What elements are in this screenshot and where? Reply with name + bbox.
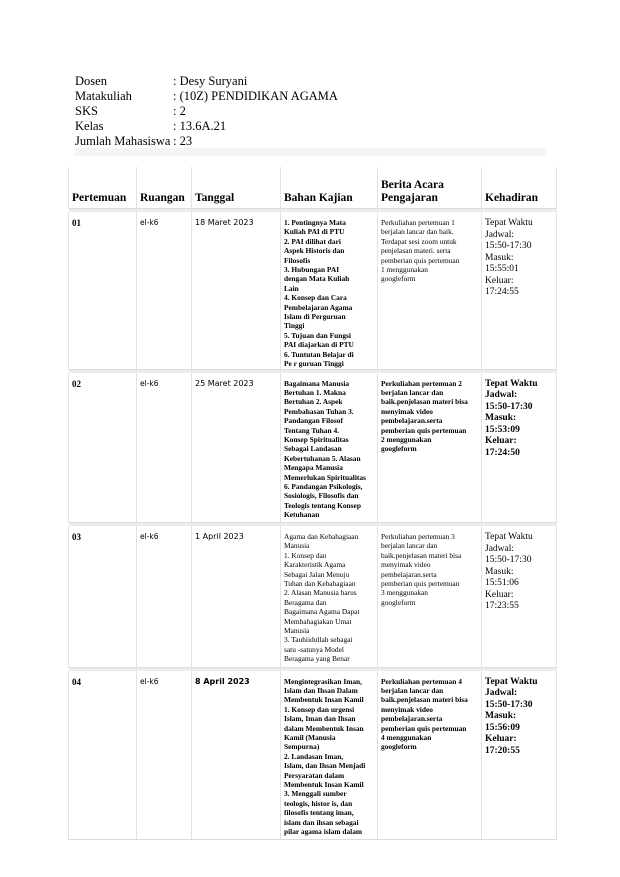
col-header-ruangan: Ruangan — [137, 167, 192, 209]
info-label: Jumlah Mahasiswa — [75, 134, 171, 148]
cell-berita-acara: Perkuliahan pertemuan 1 berjalan lancar dan baik. Terdapat sesi zoom untuk penjelasan materi. serta pemberian quis pertemuan 1 menggunakan googleform — [378, 212, 482, 369]
cell-tanggal: 18 Maret 2023 — [192, 212, 281, 369]
cell-pertemuan: 02 — [69, 373, 137, 523]
cell-bahan-kajian — [281, 671, 378, 840]
info-row-jumlah-mahasiswa — [75, 134, 338, 149]
cell-pertemuan: 03 — [69, 526, 137, 667]
cell-ruangan: el-k6 — [137, 526, 192, 667]
header-shade — [75, 148, 547, 156]
info-value: : (10Z) PENDIDIKAN AGAMA — [173, 89, 338, 103]
cell-berita-acara: Perkuliahan pertemuan 3 berjalan lancar dan baik.penjelasan materi bisa menyimak video pembelajaran.serta pemberian quis pertemuan 3 menggunakan googleform — [378, 526, 482, 667]
cell-kehadiran: Tepat Waktu Jadwal: 15:50-17:30 Masuk: 15:55:01 Keluar: 17:24:55 — [482, 212, 557, 369]
cell-tanggal: 8 April 2023 — [192, 671, 281, 840]
cell-ruangan: el-k6 — [137, 373, 192, 523]
info-label: Kelas — [75, 119, 104, 133]
table-row — [69, 212, 557, 369]
info-label: Dosen — [75, 74, 107, 88]
cell-ruangan: el-k6 — [137, 212, 192, 369]
cell-tanggal: 1 April 2023 — [192, 526, 281, 667]
table-row — [69, 671, 557, 840]
col-header-berita-acara: Berita Acara Pengajaran — [378, 167, 482, 209]
table-header-row — [69, 167, 557, 209]
cell-kehadiran: Tepat Waktu Jadwal: 15:50-17:30 Masuk: 15:51:06 Keluar: 17:23:55 — [482, 526, 557, 667]
info-row-sks — [75, 104, 338, 119]
info-row-matakuliah — [75, 89, 338, 104]
cell-berita-acara: Perkuliahan pertemuan 2 berjalan lancar dan baik.penjelasan materi bisa menyimak video pembelajaran.serta pemberian quis pertemuan 2 menggunakan googleform — [378, 373, 482, 523]
cell-pertemuan: 01 — [69, 212, 137, 369]
cell-bahan-kajian: 1. Pentingnya Mata Kuliah PAI di PTU 2. PAI dilihat dari Aspek Historis dan Filosofis 3. Hubungan PAI dengan Mata Kuliah Lain 4. Konsep dan Cara Pembelajaran Agama Islam di Perguruan Tinggi 5. Tujuan dan Fungsi PAI diajarkan di PTU 6. Tuntutan Belajar di Pe r guruan Tinggi — [281, 212, 378, 369]
cell-bahan-kajian: Bagaimana Manusia Bertuhan 1. Makna Bertuhan 2. Aspek Pembahasan Tuhan 3. Pandangan Filosof Tentang Tuhan 4. Konsep Spiritualitas Sebagai Landasan Kebertuhanan 5. Alasan Mengapa Manusia Memerlukan Spiritualitas 6. Pandangan Psikologis, Sosiologis, Filosofis dan Teologis tentang Konsep Ketuhanan — [281, 373, 378, 523]
col-header-pertemuan: Pertemuan — [69, 167, 137, 209]
info-label: Matakuliah — [75, 89, 132, 103]
info-value: : 23 — [173, 134, 193, 148]
cell-kehadiran: Tepat Waktu Jadwal: 15:50-17:30 Masuk: 15:56:09 Keluar: 17:20:55 — [482, 671, 557, 840]
info-value: : 2 — [173, 104, 186, 118]
col-header-kehadiran: Kehadiran — [482, 167, 557, 209]
col-header-tanggal: Tanggal — [192, 167, 281, 209]
cell-ruangan: el-k6 — [137, 671, 192, 840]
cell-bahan-kajian: Agama dan Kebahagiaan Manusia 1. Konsep dan Karakteristik Agama Sebagai Jalan Menuju Tuhan dan Kebahagiaan 2. Alasan Manusia harus Beragama dan Bagaimana Agama Dapat Membahagiakan Umat Manusia 3. Tauhiidullah sebagai satu -satunya Model Beragama yang Benar — [281, 526, 378, 667]
info-row-dosen — [75, 74, 338, 89]
col-header-bahan-kajian: Bahan Kajian — [281, 167, 378, 209]
cell-berita-acara: Perkuliahan pertemuan 4 berjalan lancar dan baik.penjelasan materi bisa menyimak video pembelajaran.serta pemberian quis pertemuan 4 menggunakan googleform — [378, 671, 482, 840]
info-value: : 13.6A.21 — [173, 119, 227, 133]
table-row — [69, 526, 557, 667]
attendance-table — [68, 167, 557, 840]
info-row-kelas — [75, 119, 338, 134]
cell-pertemuan: 04 — [69, 671, 137, 840]
table-row — [69, 373, 557, 523]
lecture-info — [75, 74, 338, 149]
cell-tanggal: 25 Maret 2023 — [192, 373, 281, 523]
info-value: : Desy Suryani — [173, 74, 248, 88]
bahan-kajian-text: Mengintegrasikan Iman, Islam dan Ihsan Dalam Membentuk Insan Kamil 1. Konsep dan urgensi Islam, Iman dan Ihsan dalam Membentuk Insan Kamil (Manusia Sempurna) 2. Landasan Iman, Islam, dan Ihsan Menjadi Persyaratan dalam Membentuk Insan Kamil 3. Menggali sumber teologis, histor is, dan filosofis tentang iman, islam dan ihsan sebagai pilar agama islam dalam — [284, 676, 366, 836]
info-label: SKS — [75, 104, 98, 118]
cell-kehadiran: Tepat Waktu Jadwal: 15:50-17:30 Masuk: 15:53:09 Keluar: 17:24:50 — [482, 373, 557, 523]
